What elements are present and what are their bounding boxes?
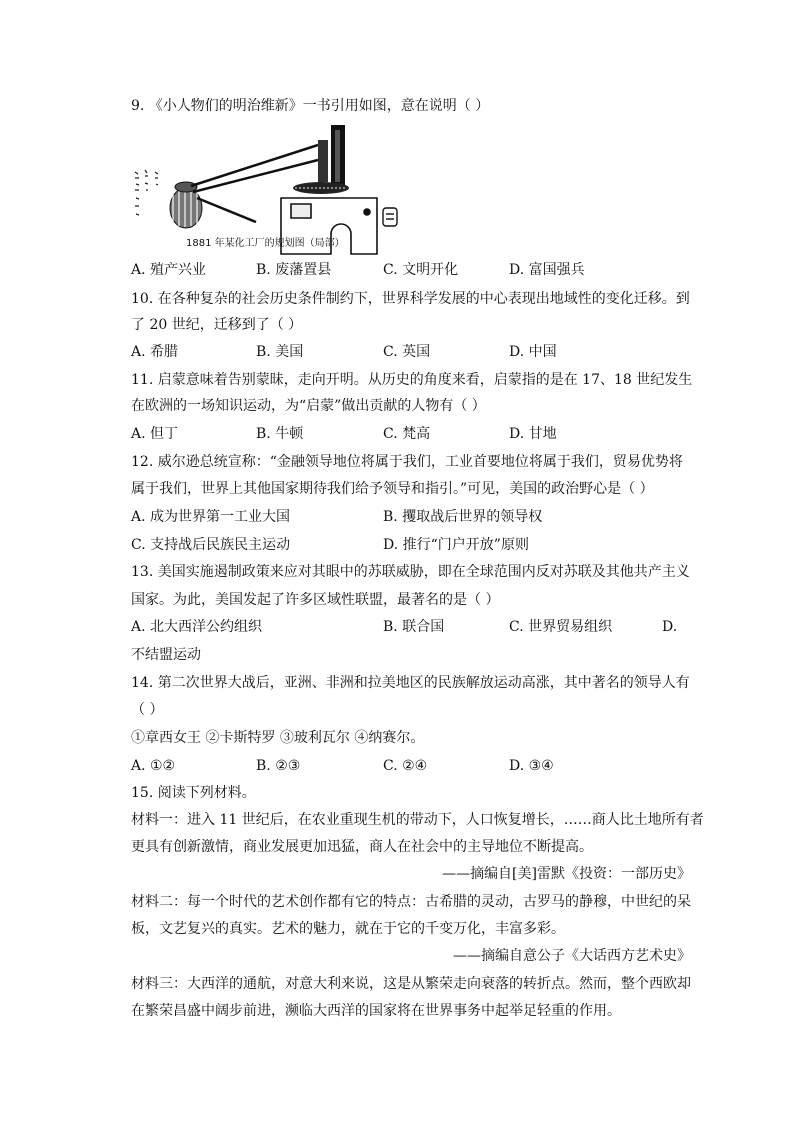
q15-stem: 15. 阅读下列材料。 xyxy=(131,785,256,801)
q12-stem-line2: 属于我们，世界上其他国家期待我们给予领导和指引。”可见，美国的政治野心是（ ） xyxy=(131,481,654,497)
q14-option-d[interactable]: D. ③④ xyxy=(509,758,554,774)
q13-option-d-label[interactable]: D. xyxy=(662,619,678,635)
q15-material1-source: ——摘编自[美]雷默《投资：一部历史》 xyxy=(442,866,691,882)
q9-stem: 9. 《小人物们的明治维新》一书引用如图，意在说明（ ） xyxy=(131,98,490,114)
q15-material1-line1: 材料一：进入 11 世纪后，在农业重现生机的带动下，人口恢复增长，……商人比土地所有者 xyxy=(131,812,704,828)
q10-option-c[interactable]: C. 英国 xyxy=(383,344,431,360)
q12-stem-line1: 12. 威尔逊总统宣称：“金融领导地位将属于我们，工业首要地位将属于我们，贸易优势将 xyxy=(131,454,683,470)
q9-option-b[interactable]: B. 废藩置县 xyxy=(256,262,332,278)
q9-figure xyxy=(131,120,401,256)
factory-plan-illustration xyxy=(131,120,401,256)
q10-stem-line1: 10. 在各种复杂的社会历史条件制约下，世界科学发展的中心表现出地域性的变化迁移。到 xyxy=(131,291,690,307)
q14-items: ①章西女王 ②卡斯特罗 ③玻利瓦尔 ④纳赛尔。 xyxy=(131,730,425,746)
q14-option-a[interactable]: A. ①② xyxy=(131,758,176,774)
q14-option-c[interactable]: C. ②④ xyxy=(383,758,428,774)
q11-stem-line1: 11. 启蒙意味着告别蒙昧，走向开明。从历史的角度来看，启蒙指的是在 17、18 世纪发生 xyxy=(131,372,693,388)
q11-option-a[interactable]: A. 但丁 xyxy=(131,426,179,442)
q13-option-c[interactable]: C. 世界贸易组织 xyxy=(509,619,613,635)
q13-stem-line1: 13. 美国实施遏制政策来应对其眼中的苏联威胁，即在全球范围内反对苏联及其他共产主义 xyxy=(131,564,690,580)
q11-option-d[interactable]: D. 甘地 xyxy=(509,426,557,442)
q15-material3-line1: 材料三：大西洋的通航，对意大利来说，这是从繁荣走向衰落的转折点。然而，整个西欧却 xyxy=(131,976,691,992)
q15-material2-line2: 板，文艺复兴的真实。艺术的魅力，就在于它的千变万化，丰富多彩。 xyxy=(131,921,565,937)
q11-stem-line2: 在欧洲的一场知识运动，为“启蒙”做出贡献的人物有（ ） xyxy=(131,398,486,414)
q14-stem-line1: 14. 第二次世界大战后，亚洲、非洲和拉美地区的民族解放运动高涨，其中著名的领导人有 xyxy=(131,675,690,691)
q15-material2-source: ——摘编自意公子《大话西方艺术史》 xyxy=(453,948,691,964)
q13-option-a[interactable]: A. 北大西洋公约组织 xyxy=(131,619,263,635)
q9-option-a[interactable]: A. 殖产兴业 xyxy=(131,262,207,278)
q11-option-b[interactable]: B. 牛顿 xyxy=(256,426,304,442)
q15-material2-line1: 材料二：每一个时代的艺术创作都有它的特点：古希腊的灵动，古罗马的静穆，中世纪的呆 xyxy=(131,894,691,910)
q12-option-b[interactable]: B. 攫取战后世界的领导权 xyxy=(383,509,543,525)
q14-option-b[interactable]: B. ②③ xyxy=(256,758,301,774)
q13-option-d-text[interactable]: 不结盟运动 xyxy=(131,647,201,663)
q13-option-b[interactable]: B. 联合国 xyxy=(383,619,445,635)
q12-option-c[interactable]: C. 支持战后民族民主运动 xyxy=(131,537,291,553)
q14-stem-line2: （ ） xyxy=(131,702,164,718)
q10-option-d[interactable]: D. 中国 xyxy=(509,344,557,360)
q12-option-d[interactable]: D. 推行“门户开放”原则 xyxy=(383,537,529,553)
q10-option-b[interactable]: B. 美国 xyxy=(256,344,304,360)
q12-option-a[interactable]: A. 成为世界第一工业大国 xyxy=(131,509,291,525)
q9-option-d[interactable]: D. 富国强兵 xyxy=(509,262,585,278)
q15-material1-line2: 更具有创新激情，商业发展更加迅猛，商人在社会中的主导地位不断提高。 xyxy=(131,839,593,855)
q9-figure-caption: 1881 年某化工厂的规划图（局部） xyxy=(186,238,345,249)
q10-option-a[interactable]: A. 希腊 xyxy=(131,344,179,360)
q13-stem-line2: 国家。为此，美国发起了许多区域性联盟，最著名的是（ ） xyxy=(131,592,500,608)
q11-option-c[interactable]: C. 梵高 xyxy=(383,426,431,442)
q15-material3-line2: 在繁荣昌盛中阔步前进，濒临大西洋的国家将在世界事务中起举足轻重的作用。 xyxy=(131,1003,621,1019)
q10-stem-line2: 了 20 世纪，迁移到了（ ） xyxy=(131,317,303,333)
q9-option-c[interactable]: C. 文明开化 xyxy=(383,262,459,278)
